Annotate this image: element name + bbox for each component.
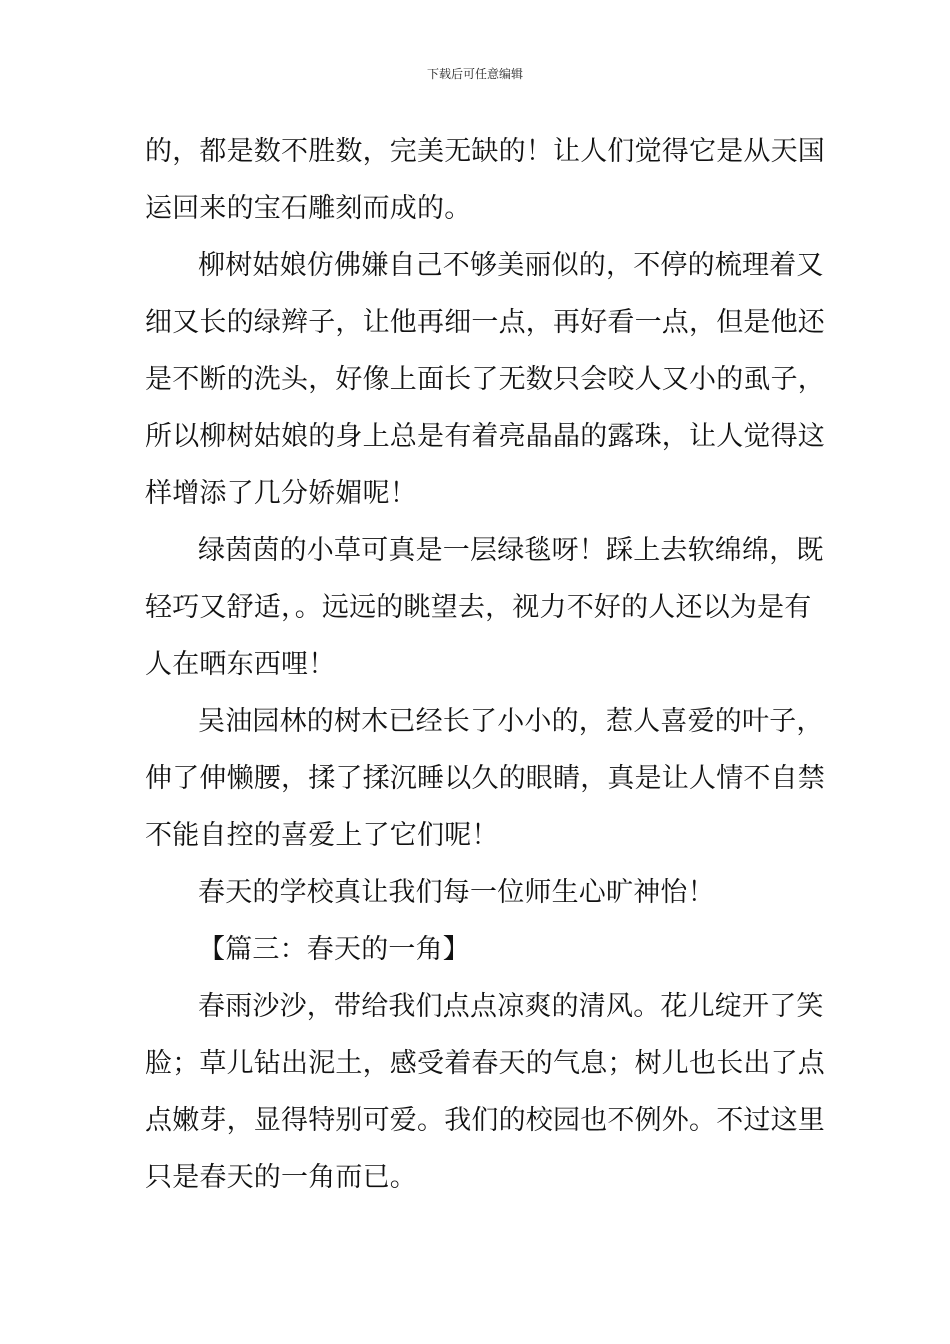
text-line: 春天的学校真让我们每一位师生心旷神怡！ — [198, 877, 715, 908]
text-line: 脸；草儿钻出泥土，感受着春天的气息；树儿也长出了点 — [145, 1048, 825, 1079]
text-line: 的，都是数不胜数，完美无缺的！让人们觉得它是从天国 — [145, 136, 825, 167]
page-header: 下载后可任意编辑 — [426, 67, 523, 81]
text-line: 样增添了几分娇媚呢！ — [145, 478, 417, 509]
text-line: 伸了伸懒腰，揉了揉沉睡以久的眼睛，真是让人情不自禁 — [145, 763, 825, 794]
text-line: 轻巧又舒适，。远远的眺望去，视力不好的人还以为是有 — [145, 592, 812, 623]
text-line: 细又长的绿辫子，让他再细一点，再好看一点，但是他还 — [145, 307, 825, 338]
text-line: 只是春天的一角而已。 — [145, 1162, 417, 1193]
text-line: 人在晒东西哩！ — [145, 649, 336, 680]
text-line: 柳树姑娘仿佛嫌自己不够美丽似的，不停的梳理着又 — [198, 250, 824, 281]
text-line: 所以柳树姑娘的身上总是有着亮晶晶的露珠，让人觉得这 — [145, 421, 825, 452]
text-line: 点嫩芽，显得特别可爱。我们的校园也不例外。不过这里 — [145, 1105, 825, 1136]
text-line: 运回来的宝石雕刻而成的。 — [145, 193, 472, 224]
text-line: 吴油园林的树木已经长了小小的，惹人喜爱的叶子， — [198, 706, 824, 737]
text-line: 春雨沙沙，带给我们点点凉爽的清风。花儿绽开了笑 — [198, 991, 824, 1022]
section-heading: 【篇三：春天的一角】 — [198, 934, 470, 965]
text-line: 不能自控的喜爱上了它们呢！ — [145, 820, 499, 851]
text-line: 绿茵茵的小草可真是一层绿毯呀！踩上去软绵绵，既 — [198, 535, 824, 566]
text-line: 是不断的洗头，好像上面长了无数只会咬人又小的虱子， — [145, 364, 825, 395]
